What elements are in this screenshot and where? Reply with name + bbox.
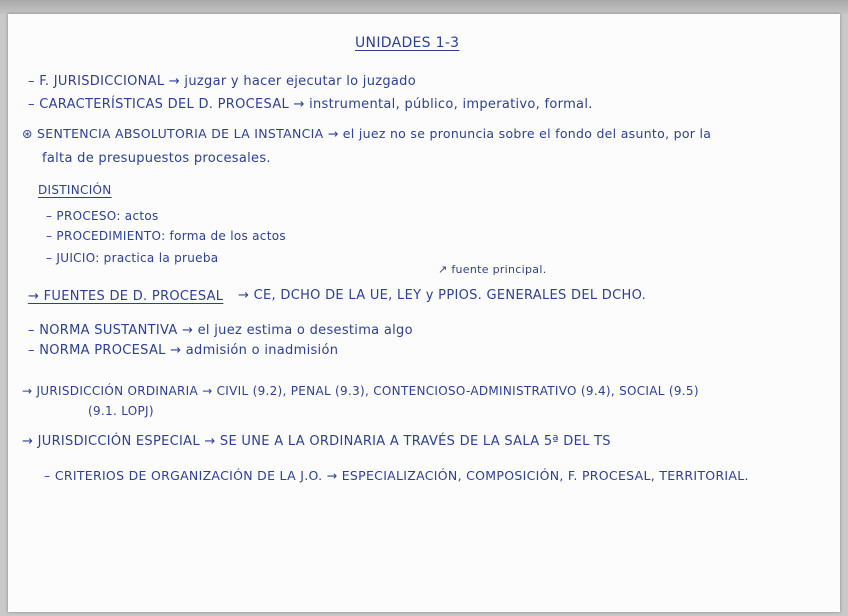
norma-procesal: – NORMA PROCESAL → admisión o inadmisión [28, 343, 339, 358]
jurisdiccion-especial: → JURISDICCIÓN ESPECIAL → SE UNE A LA ORDINARIA A TRAVÉS DE LA SALA 5ª DEL TS [22, 434, 611, 449]
page-title: UNIDADES 1-3 [355, 35, 460, 51]
note-line-sentencia-cont: falta de presupuestos procesales. [42, 151, 271, 166]
jurisdiccion-ordinaria: → JURISDICCIÓN ORDINARIA → CIVIL (9.2), PENAL (9.3), CONTENCIOSO-ADMINISTRATIVO (9.4), SOCIAL (9.5) [22, 384, 699, 398]
norma-sustantiva: – NORMA SUSTANTIVA → el juez estima o desestima algo [28, 323, 413, 338]
note-line-jurisdiccional: – F. JURISDICCIONAL → juzgar y hacer ejecutar lo juzgado [28, 74, 416, 89]
fuente-principal-note: ↗ fuente principal. [438, 263, 547, 276]
section-distincion: DISTINCIÓN [38, 183, 112, 197]
scan-top-shadow [0, 0, 848, 14]
distincion-juicio: – JUICIO: practica la prueba [46, 251, 219, 265]
jurisdiccion-ordinaria-lopj: (9.1. LOPJ) [88, 404, 154, 418]
note-line-caracteristicas: – CARACTERÍSTICAS DEL D. PROCESAL → instrumental, público, imperativo, formal. [28, 97, 593, 112]
fuentes-content: → CE, DCHO DE LA UE, LEY y PPIOS. GENERALES DEL DCHO. [238, 288, 647, 303]
fuentes-label: → FUENTES DE D. PROCESAL [28, 289, 224, 304]
note-line-sentencia: ⊛ SENTENCIA ABSOLUTORIA DE LA INSTANCIA → el juez no se pronuncia sobre el fondo del asunto, por la [22, 126, 712, 141]
distincion-procedimiento: – PROCEDIMIENTO: forma de los actos [46, 229, 286, 243]
distincion-proceso: – PROCESO: actos [46, 209, 159, 223]
criterios-organizacion: – CRITERIOS DE ORGANIZACIÓN DE LA J.O. → ESPECIALIZACIÓN, COMPOSICIÓN, F. PROCESAL, TERRITORIAL. [44, 468, 749, 483]
